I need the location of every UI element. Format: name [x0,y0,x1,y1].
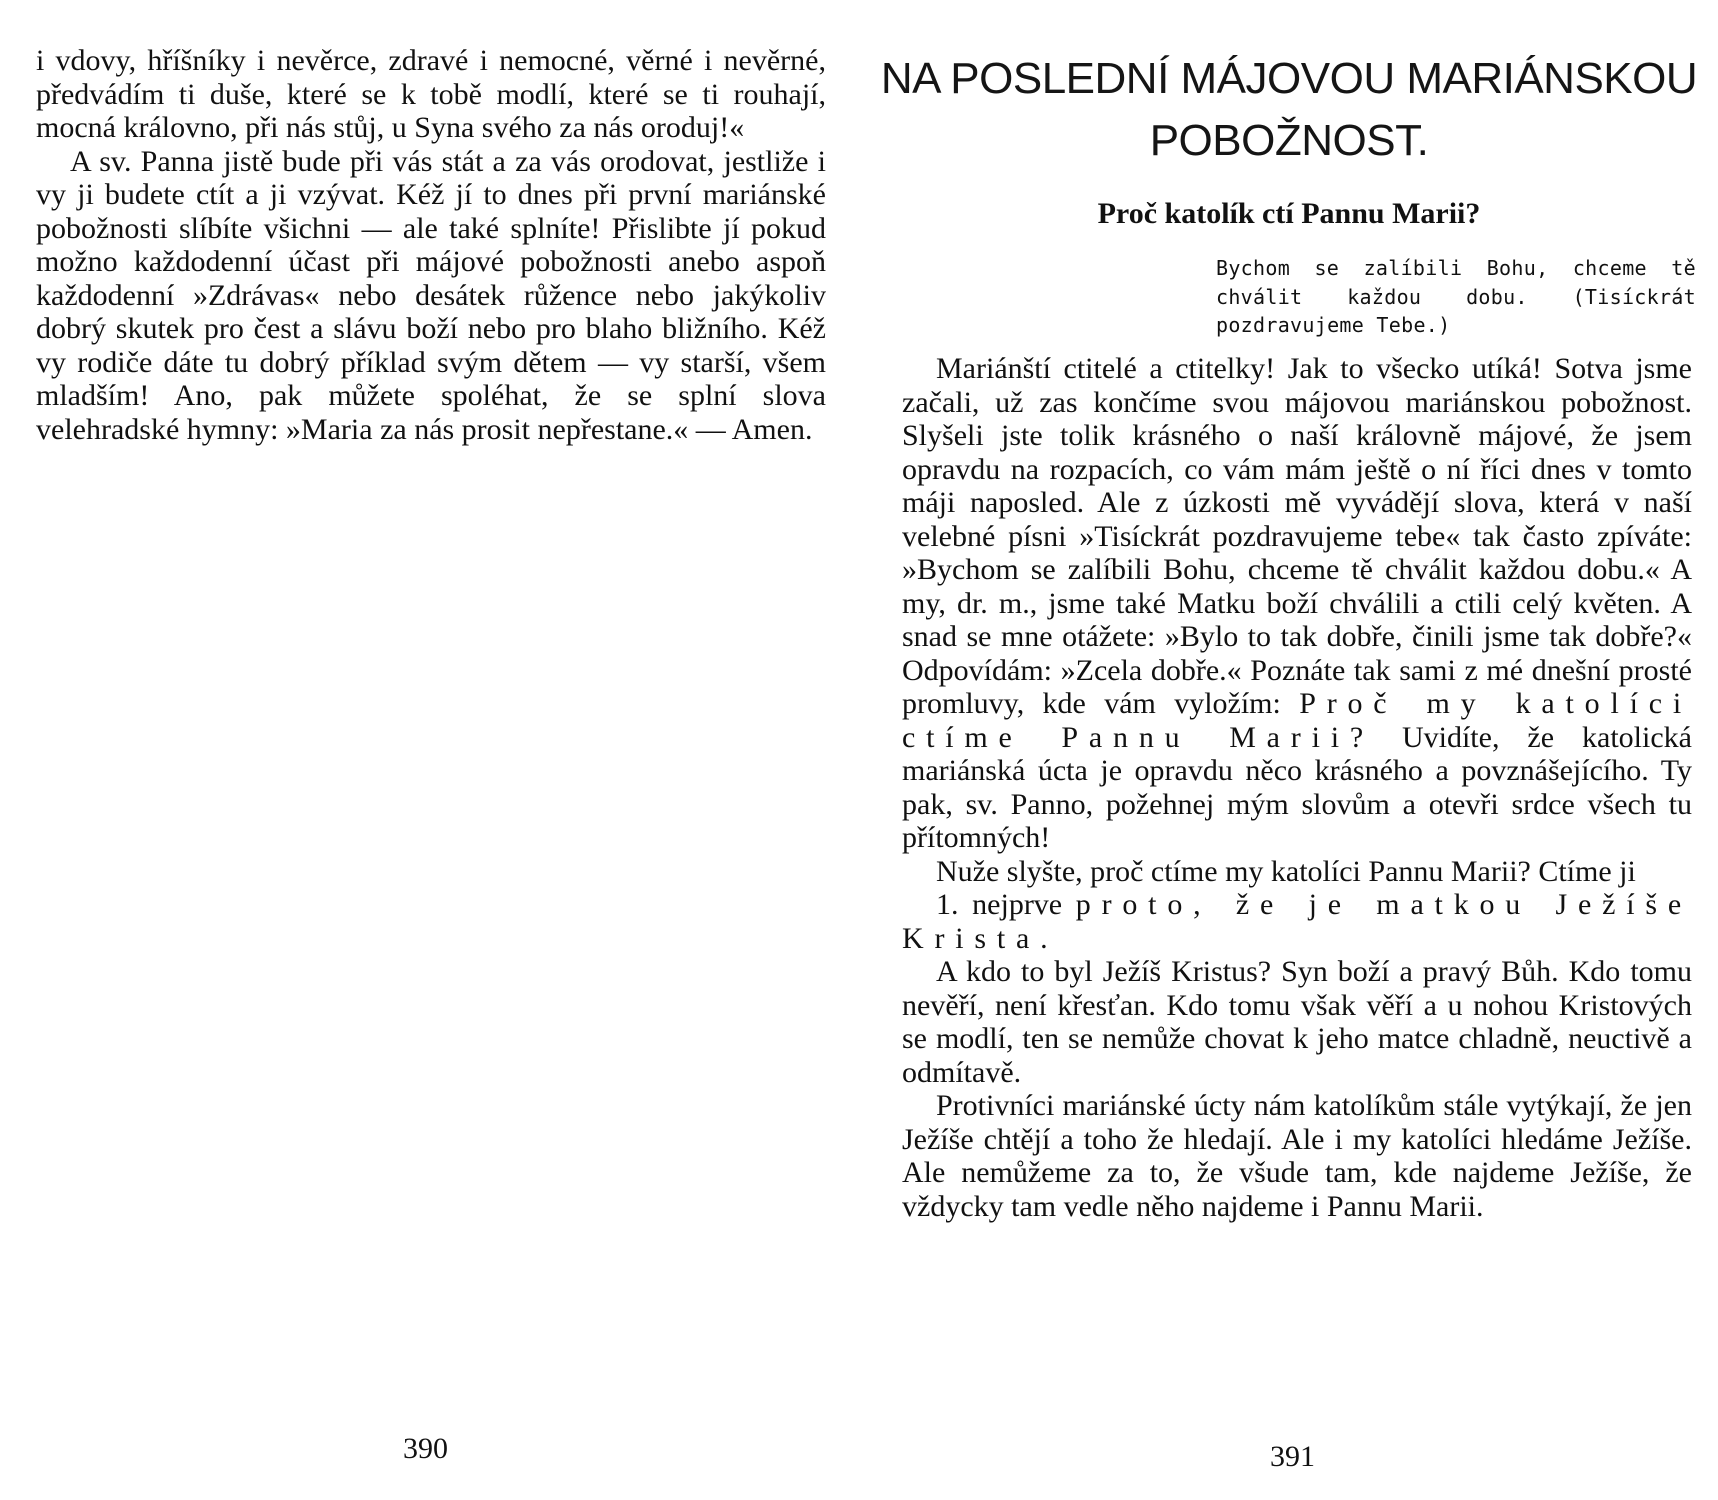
left-paragraph-1: i vdovy, hříšníky i nevěrce, zdravé i nemocné, věrné i nevěrné, předvádím ti duše, které se k tobě modlí, které se ti rouhají, mocná královno, při nás stůj, u Syna svého za nás oroduj!« [36,44,826,144]
right-paragraph-3 [902,888,1692,955]
right-paragraph-4: A kdo to byl Ježíš Kristus? Syn boží a pravý Bůh. Kdo tomu nevěří, není křesťan. Kdo tomu však věří a u nohou Kristových se modlí, ten se nemůže chovat k jeho matce chladně, neuctivě a odmítavě. [902,955,1692,1089]
epigraph-quote: Bychom se zalíbili Bohu, chceme tě chválit každou dobu. (Tisíckrát pozdravujeme Tebe.) [1216,256,1696,337]
right-paragraph-5: Protivníci mariánské úcty nám katolíkům stále vytýkají, že jen Ježíše chtějí a toho že hledají. Ale i my katolíci hledáme Ježíše. Ale nemůžeme za to, že všude tam, kde najdeme Ježíše, že vždycky tam vedle něho najdeme i Pannu Marii. [902,1089,1692,1223]
right-paragraph-1 [902,352,1692,855]
chapter-subtitle: Proč katolík ctí Pannu Marii? [1097,197,1481,230]
right-paragraph-2: Nuže slyšte, proč ctíme my katolíci Pannu Marii? Ctíme ji [936,854,1636,888]
chapter-title: NA POSLEDNÍ MÁJOVOU MARIÁNSKOU POBOŽNOST. [880,54,1698,165]
page-number-left: 390 [403,1432,448,1465]
paragraph-1-text: Mariánští ctitelé a ctitelky! Jak to všecko utíká! Sotva jsme začali, už zas končíme svou májovou mariánskou pobožnost. Slyšeli jste tolik krásného o naší královně májové, že jsem opravdu na rozpacích, co vám mám ještě o ní říci dnes v tomto máji naposled. Ale z úzkosti mě vyvádějí slova, která v naší velebné písni »Tisíckrát pozdravujeme tebe« tak často zpíváte: »Bychom se zalíbili Bohu, chceme tě chválit každou dobu.« A my, dr. m., jsme také Matku boží chválili a ctili celý květen. A snad se mne otážete: »Bylo to tak dobře, činili jsme tak dobře?« Odpovídám: »Zcela dobře.« Poznáte tak sami z mé dnešní prosté promluvy, kde vám vyložím: [902,352,1692,720]
right-page-body [902,352,1692,1223]
left-page-body [36,44,826,446]
emphasized-question: Proč my katolíci ctíme Pannu Marii? [902,687,1692,754]
point-number: 1. nejprve [936,888,1063,921]
emphasized-point: proto, že je matkou Ježíše Krista. [902,888,1692,955]
paragraph-1-tail: Uvidíte, že katolická mariánská úcta je opravdu něco krásného a povznášejícího. Ty pak, sv. Panno, požehnej mým slovům a otevři srdce všech tu přítomných! [902,720,1692,854]
right-page [859,0,1718,1500]
page-number-right: 391 [1270,1440,1315,1473]
left-paragraph-2: A sv. Panna jistě bude při vás stát a za vás orodovat, jestliže i vy ji budete ctít a ji vzývat. Kéž jí to dnes při první mariánské pobožnosti slíbíte všichni — ale také splníte! Přislibte jí pokud možno každodenní účast při májové pobožnosti anebo aspoň každodenní »Zdrávas« nebo desátek růžence nebo jakýkoliv dobrý skutek pro čest a slávu boží nebo pro blaho bližního. Kéž vy rodiče dáte tu dobrý příklad svým dětem — vy starší, všem mladším! Ano, pak můžete spoléhat, že se splní slova velehradské hymny: »Maria za nás prosit nepřestane.« — Amen. [36,144,826,446]
